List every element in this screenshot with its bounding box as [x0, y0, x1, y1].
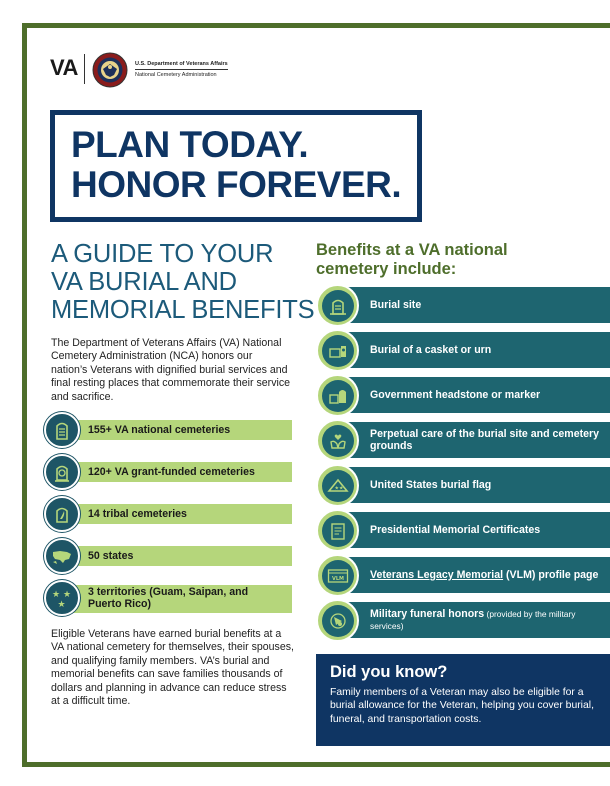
- logo-divider: [84, 54, 85, 84]
- benefit-label: Perpetual care of the burial site and cemetery grounds: [370, 427, 600, 452]
- va-logo: VA: [50, 55, 78, 80]
- benefit-label: Presidential Memorial Certificates: [370, 523, 541, 536]
- guide-title-line: MEMORIAL BENEFITS: [51, 296, 315, 324]
- folded-flag-icon: [322, 470, 354, 502]
- did-you-know-heading: Did you know?: [330, 663, 448, 681]
- benefit-icon-frame: [316, 599, 359, 642]
- benefit-icon-frame: [316, 374, 359, 417]
- benefit-item: [316, 374, 610, 419]
- admin-name: National Cemetery Administration: [135, 72, 217, 78]
- vlm-label-rest: (VLM) profile page: [503, 568, 599, 581]
- headline-box: [50, 110, 422, 222]
- benefit-item: [316, 464, 610, 509]
- svg-text:★★: ★★: [334, 485, 343, 491]
- stat-text: 14 tribal cemeteries: [88, 508, 187, 520]
- honors-label: Military funeral honors: [370, 607, 485, 620]
- stars-icon: [44, 580, 80, 616]
- stats-list: [44, 412, 294, 622]
- benefit-item: [316, 554, 610, 599]
- benefit-label: Government headstone or marker: [370, 388, 541, 401]
- casket-urn-icon: [322, 335, 354, 367]
- benefit-item: [316, 329, 610, 374]
- certificate-icon: [322, 515, 354, 547]
- svg-text:VLM: VLM: [331, 575, 344, 582]
- us-map-icon: [44, 538, 80, 574]
- svg-text:★: ★: [63, 590, 72, 600]
- benefit-item: [316, 419, 610, 464]
- dept-name-block: [135, 60, 228, 79]
- benefit-icon-frame: [316, 329, 359, 372]
- feather-headstone-icon: [44, 496, 80, 532]
- benefit-label: Burial of a casket or urn: [370, 343, 492, 356]
- stat-text: 120+ VA grant-funded cemeteries: [88, 466, 255, 478]
- svg-text:★: ★: [57, 600, 66, 609]
- vlm-link[interactable]: Veterans Legacy Memorial: [370, 568, 504, 581]
- benefits-title-line: Benefits at a VA national: [316, 241, 508, 259]
- benefit-label: Burial site: [370, 298, 422, 311]
- vlm-icon: [322, 560, 354, 592]
- benefit-icon-frame: [316, 464, 359, 507]
- headline-line-1: PLAN TODAY.: [71, 124, 309, 165]
- guide-title-line: A GUIDE TO YOUR: [51, 240, 274, 268]
- salute-icon: [322, 605, 354, 637]
- svg-text:★: ★: [52, 590, 61, 600]
- stat-item: [44, 412, 294, 454]
- benefit-icon-frame: [316, 419, 359, 462]
- stat-item: [44, 538, 294, 580]
- eligible-paragraph: Eligible Veterans have earned burial benefits at a VA national cemetery for themselves, their spouses, and qualifying family members. VA’s burial and memorial benefits can save families thousands of dollars and planning in advance can reduce stress at a difficult time.: [51, 628, 294, 708]
- dept-name: U.S. Department of Veterans Affairs: [135, 60, 228, 70]
- va-seal-icon: [92, 52, 128, 88]
- stat-item: [44, 496, 294, 538]
- headline-line-2: HONOR FOREVER.: [71, 164, 402, 205]
- benefit-label: United States burial flag: [370, 478, 492, 491]
- benefits-list: [316, 284, 610, 644]
- guide-title-line: VA BURIAL AND: [51, 268, 237, 296]
- burial-site-icon: [322, 290, 354, 322]
- stat-text: 3 territories (Guam, Saipan, and Puerto Rico): [88, 586, 249, 610]
- benefit-icon-frame: [316, 509, 359, 552]
- benefit-item: [316, 599, 610, 644]
- stat-text: 50 states: [88, 550, 134, 562]
- honors-note: (provided by the military services): [370, 608, 576, 631]
- headstone-flag-icon: [44, 412, 80, 448]
- headstone-wreath-icon: [44, 454, 80, 490]
- stat-item: [44, 580, 294, 622]
- benefit-label: [370, 599, 602, 641]
- did-you-know-box: [316, 654, 610, 746]
- guide-title: [51, 240, 315, 324]
- headstone-marker-icon: [322, 380, 354, 412]
- benefit-item: [316, 284, 610, 329]
- benefit-item: [316, 509, 610, 554]
- stat-text: 155+ VA national cemeteries: [88, 424, 231, 436]
- benefit-icon-frame: [316, 554, 359, 597]
- benefit-icon-frame: [316, 284, 359, 327]
- benefit-label: [370, 554, 602, 596]
- hands-heart-icon: [322, 425, 354, 457]
- benefits-title: [316, 241, 508, 279]
- intro-paragraph: The Department of Veterans Affairs (VA) National Cemetery Administration (NCA) honors our nation’s Veterans with dignified burial services and final resting places that commemorate their service and sacrifice.: [51, 337, 291, 403]
- did-you-know-body: Family members of a Veteran may also be eligible for a burial allowance for the Veteran, helping you cover burial, funeral, and transportation costs.: [330, 687, 594, 725]
- stat-item: [44, 454, 294, 496]
- benefits-title-line: cemetery include:: [316, 260, 457, 278]
